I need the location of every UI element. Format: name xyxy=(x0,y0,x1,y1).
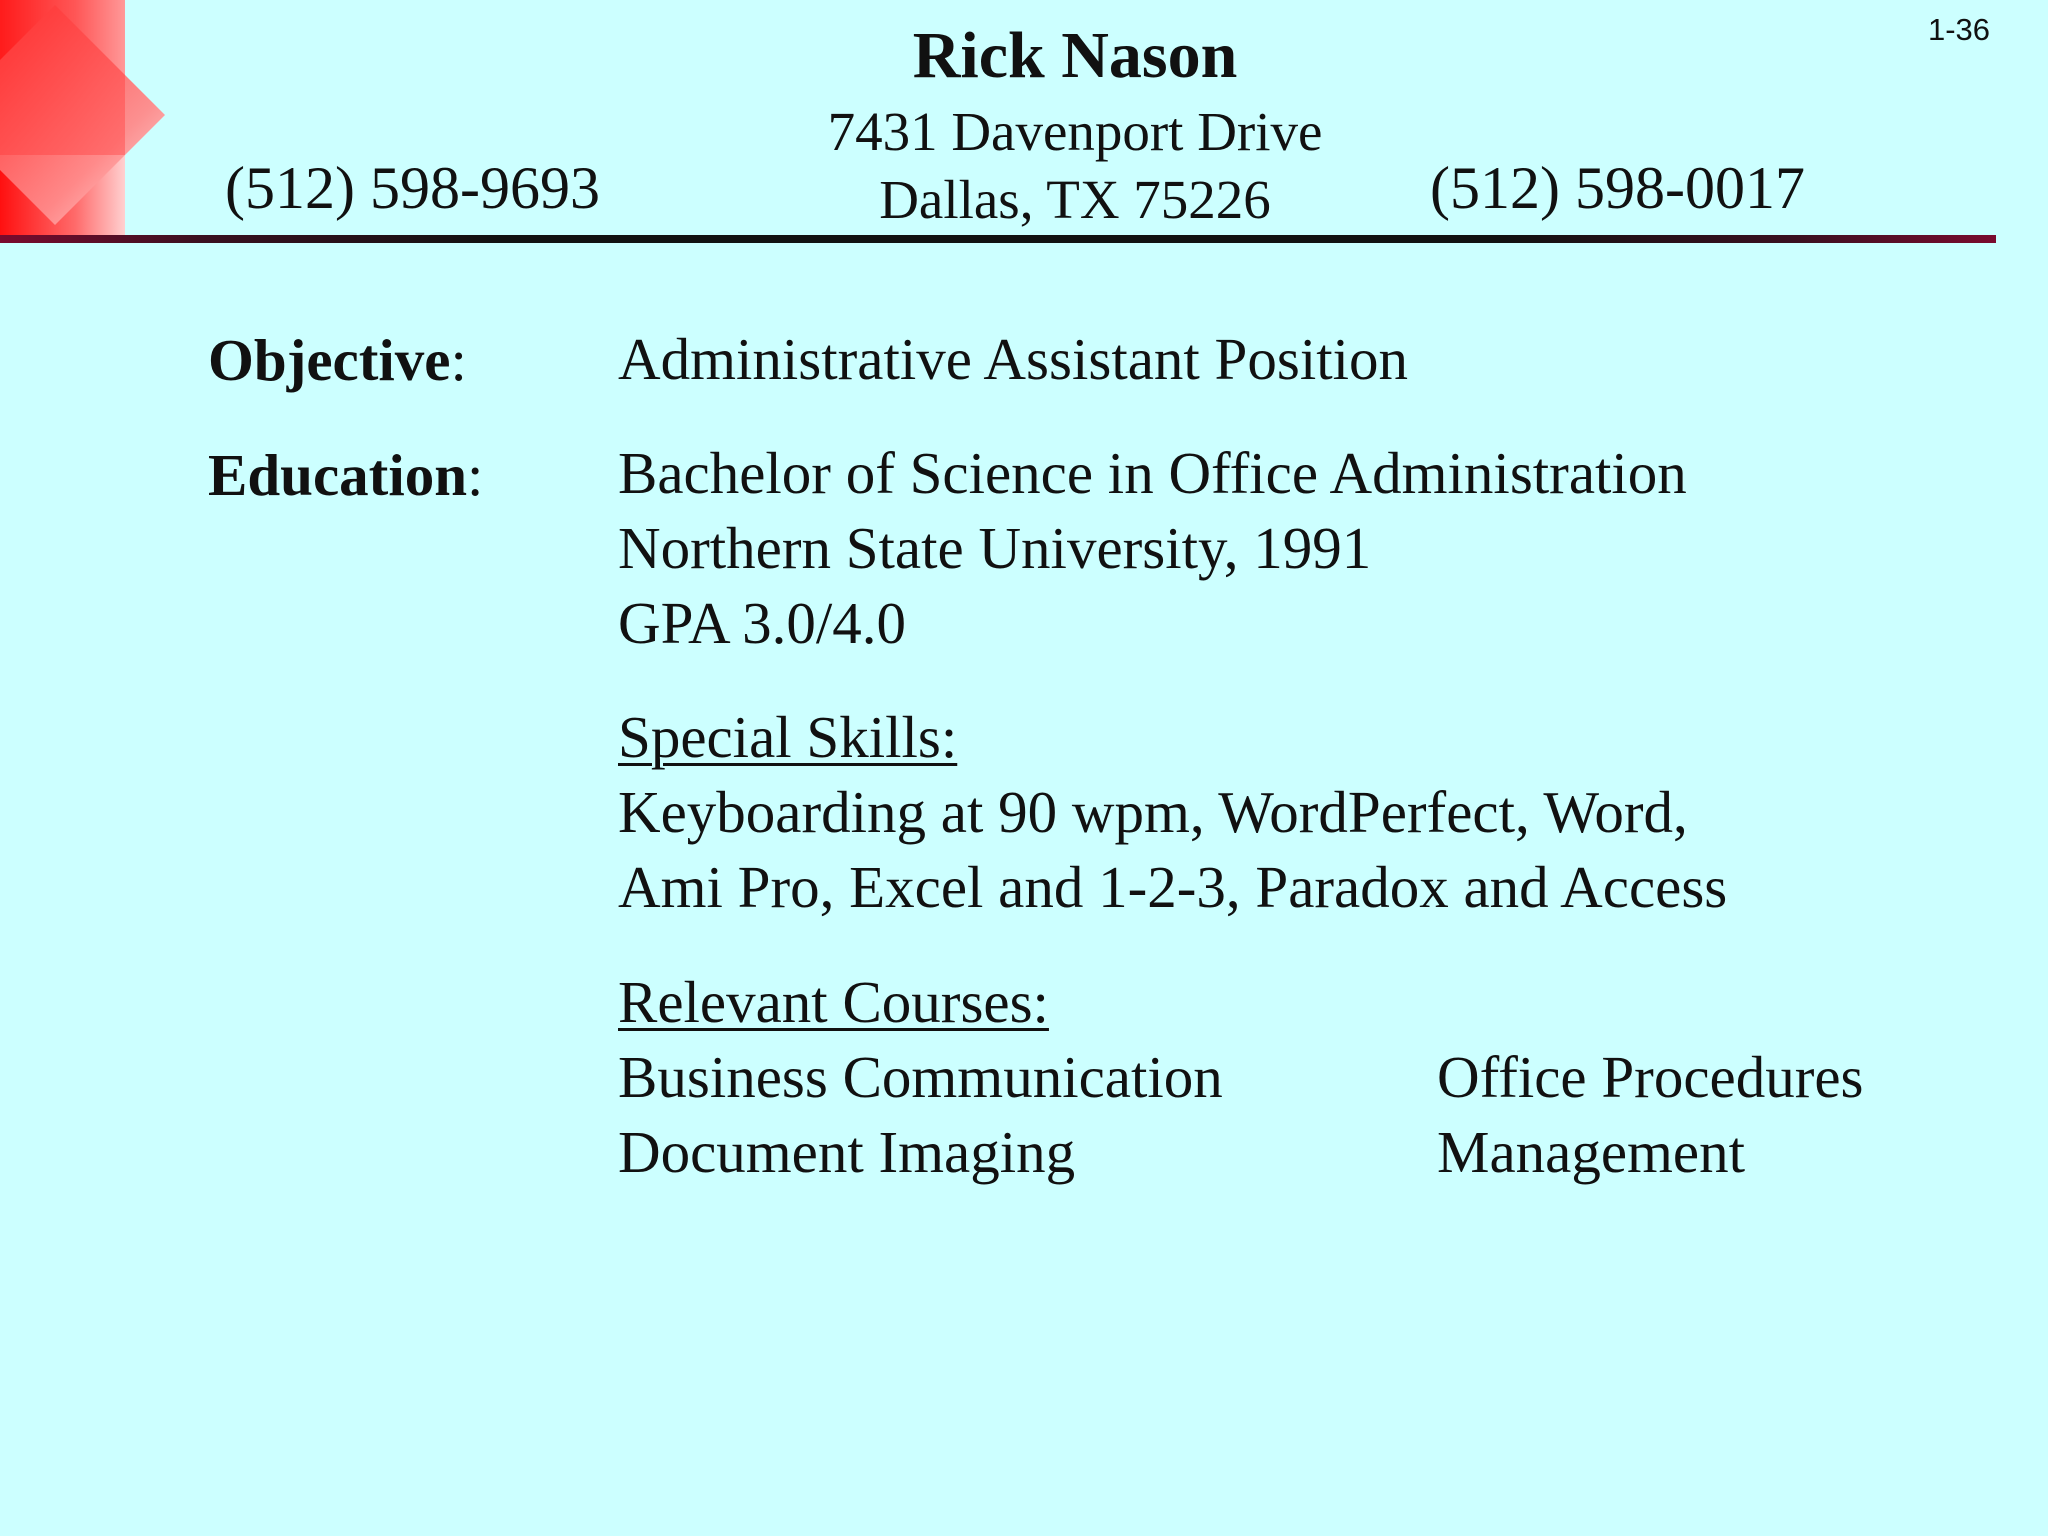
phone-right: (512) 598-0017 xyxy=(1430,155,1805,221)
objective-label xyxy=(208,324,467,396)
education-label xyxy=(208,439,483,511)
education-colon: : xyxy=(467,442,484,508)
university-line: Northern State University, 1991 xyxy=(618,515,1372,581)
education-label-text: Education xyxy=(208,442,468,508)
course-item: Management xyxy=(1437,1119,1745,1185)
course-item: Document Imaging xyxy=(618,1119,1076,1185)
skills-line: Keyboarding at 90 wpm, WordPerfect, Word, xyxy=(618,779,1688,845)
objective-colon: : xyxy=(450,327,467,393)
special-skills-section xyxy=(618,700,1727,925)
objective-label-text: Objective xyxy=(208,327,451,393)
slide-number: 1-36 xyxy=(1927,12,1990,47)
header-divider xyxy=(0,235,1996,243)
education-details xyxy=(618,436,1687,661)
city-state-zip: Dallas, TX 75226 xyxy=(879,169,1271,230)
skills-line: Ami Pro, Excel and 1-2-3, Paradox and Access xyxy=(618,854,1728,920)
degree-line: Bachelor of Science in Office Administration xyxy=(618,440,1687,506)
gpa-line: GPA 3.0/4.0 xyxy=(618,590,906,656)
objective-text: Administrative Assistant Position xyxy=(618,326,1408,392)
street-address: 7431 Davenport Drive xyxy=(827,101,1323,162)
relevant-courses-heading-wrap xyxy=(618,965,1049,1040)
special-skills-heading: Special Skills: xyxy=(618,704,958,770)
resume-name: Rick Nason xyxy=(912,19,1238,92)
course-item: Business Communication xyxy=(618,1044,1223,1110)
phone-left: (512) 598-9693 xyxy=(225,155,600,221)
course-item: Office Procedures xyxy=(1437,1044,1864,1110)
relevant-courses-heading: Relevant Courses: xyxy=(618,969,1049,1035)
